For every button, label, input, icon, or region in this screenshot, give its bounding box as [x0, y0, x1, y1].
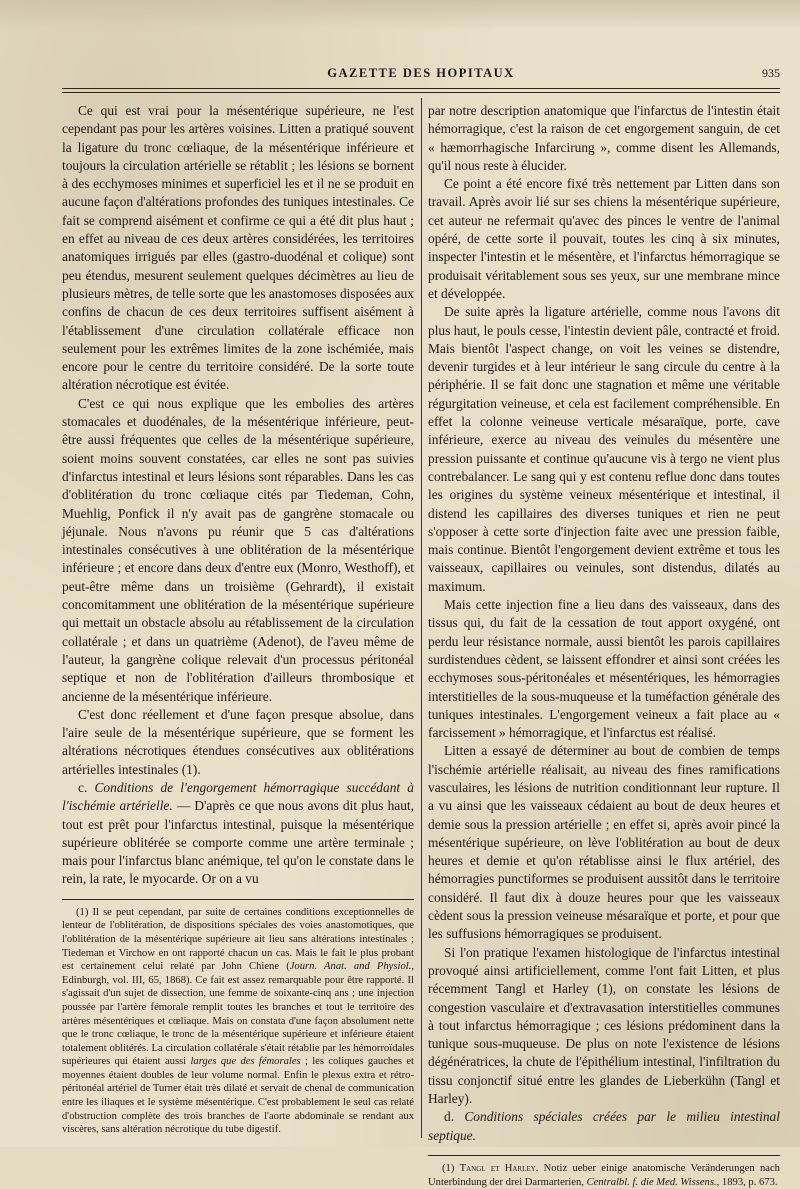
- section-heading: Conditions spéciales créées par le milieu intestinal septique.: [428, 1109, 780, 1143]
- right-column: [428, 102, 780, 1189]
- paragraph: Litten a essayé de déterminer au bout de combien de temps l'ischémie artérielle réalisait, au niveau des fines ramifications vasculaires, les lésions de nutrition conditionnant leur rupture. Il a vu ainsi que les vaisseaux cédaient au bout de deux heures et demie sous la pression artérielle ; en effet si, après avoir pincé la mésentérique supérieure, on lève l'oblitération au bout de deux heures et demie et qu'on rétablisse ainsi le flux artériel, des hémorragies punctiformes se produisent aussitôt dans le territoire considéré. Il faut dix à douze heures pour que les vaisseaux cèdent sous la pression veineuse mésaraïque et porte, et pour que les suffusions hémorragiques se produisent.: [428, 743, 780, 942]
- left-column: [62, 102, 414, 1137]
- paragraph: [428, 1108, 780, 1145]
- footnote: [62, 906, 414, 1137]
- page-number: 935: [762, 66, 780, 80]
- footnote-citation: Centralbl. f. die Med. Wissens.: [586, 1176, 717, 1188]
- paragraph: C'est donc réellement et d'une façon presque absolue, dans l'aire seule de la mésentérique supérieure, que se forment les altérations nécrotiques étendues consécutives aux oblitérations artérielles intestinales (1).: [62, 706, 414, 777]
- footnote-citation: Journ. Anat. and Physiol.: [289, 961, 412, 973]
- paragraph: Si l'on pratique l'examen histologique de l'infarctus intestinal provoqué ainsi artificiellement, comme l'ont fait Litten, et plus récemment Tangl et Harley (1), on constate les lésions de congestion vasculaire et d'extravasation interstitielles communes à tout infarctus hémorragique ; ces lésions prédominent dans la tunique sous-muqueuse. De plus on note l'existence de lésions dégénératrices, la chute de l'épithélium intestinal, l'infiltration du tissu conjonctif situé entre les glandes de Lieberkühn (Tangl et Harley).: [428, 944, 780, 1107]
- footnote-authors: Tangl et Harley: [459, 1162, 536, 1174]
- paragraph: Mais cette injection fine a lieu dans des vaisseaux, dans des tissus qui, du fait de la cessation de tout apport oxygéné, ont perdu leur résistance normale, aussi bientôt les parois capillaires surdistendues cèdent, se laissent effondrer et ainsi sont créées les ecchymoses sous-péritonéales et mésentériques, les hémorragies interstitielles de la sous-muqueuse et la tuméfaction générale des tuniques intestinales. L'engorgement veineux a fait place au « farcissement » hémorragique, et l'infarctus est réalisé.: [428, 597, 780, 741]
- footnote-text: . Notiz ueber einige anatomische Veränderungen nach Unterbindung der drei Darmarterien,: [428, 1162, 780, 1188]
- running-title: GAZETTE DES HOPITAUX: [327, 66, 515, 80]
- paragraph: [62, 779, 414, 889]
- header-rule: [62, 88, 780, 89]
- paragraph: De suite après la ligature artérielle, comme nous l'avons dit plus haut, le pouls cesse, l'intestin devient pâle, contracté et froid. Mais bientôt l'aspect change, on voit les veines se distendre, devenir turgides et à leur intérieur le sang circule du centre à la périphérie. Il se fait donc une stagnation et même une véritable régurgitation veineuse, et cela est facilement compréhensible. En effet la colonne veineuse verticale mésaraïque, porte, cave inférieure, exerce au niveau des veinules du mésentère une pression puissante et continue qu'aucune vis à tergo ne vient plus contrebalancer. Le sang qui y est contenu reflue donc dans toutes les origines du système veineux mésentérique et intestinal, il distend les capillaires des diverses tuniques et rien ne peut s'opposer à cette sorte d'injection faite avec une pression faible, mais continue. Bientôt l'engorgement devient extrême et tous les vaisseaux, capillaires ou veinules, sont distendus, dilatés au maximum.: [428, 304, 780, 594]
- paragraph: Ce qui est vrai pour la mésentérique supérieure, ne l'est cependant pas pour les artères voisines. Litten a pratiqué souvent la ligature du tronc cœliaque, de la mésentérique inférieure et toujours la circulation artérielle se rétablit ; les lésions se bornent à des ecchymoses minimes et superficiel les et il ne se produit en aucune façon d'altérations profondes des tuniques intestinales. Ce fait se comprend aisément et confirme ce qui a été dit plus haut ; en effet au niveau de ces deux artères considérées, les territoires anatomiques irrigués par elles (gastro-duodénal et colique) sont peu étendus, mesurent seulement quelques décimètres au lieu de plusieurs mètres, de telle sorte que les anastomoses disposées aux confins de chacun de ces deux territoires suffisent aisément à l'établissement d'une circulation collatérale efficace non seulement pour les extrêmes limites de la zone ischémiée, mais encore pour le centre du territoire considéré. De la sorte toute altération nécrotique est évitée.: [62, 103, 414, 393]
- column-divider: [421, 98, 422, 1138]
- footnote-text: (1): [442, 1162, 460, 1174]
- section-letter: c.: [78, 779, 88, 795]
- footnote-text: , 1893, p. 673.: [716, 1176, 778, 1188]
- header-rule-thin: [62, 92, 780, 93]
- footnote-text: ; les coliques gauches et moyennes étaient doubles de leur volume normal. Enfin le plexus extra et rétro-péritonéal artériel de Turner était très dilaté et servait de chenal de communication entre les iliaques et le système mésentérique. C'est probablement le seul cas relaté d'obstruction complète des trois branches de l'aorte abdominale se rendant aux viscères, sans altération nécrotique du tube digestif.: [62, 1056, 415, 1136]
- footnote-text: (1) Il se peut cependant, par suite de certaines conditions exceptionnelles de lenteur de l'oblitération, de dispositions spéciales des voies anastomotiques, que l'oblitération de la mésentérique supérieure ait lieu sans altérations intestinales ; Tiedeman et Virchow en ont rapporté chacun un cas. Mais le fait le plus probant est certainement celui relaté par John Chiene (: [62, 906, 414, 973]
- paragraph-text: — D'après ce que nous avons dit plus haut, tout est prêt pour l'infarctus intestinal, puisque la mésentérique supérieure oblitérée se comporte comme une artère terminale ; mais pour l'infarctus blanc anémique, tel qu'on le constate dans le rein, la rate, le myocarde. Or on a vu: [62, 798, 414, 887]
- page-top-edge: [0, 0, 800, 30]
- paragraph: C'est ce qui nous explique que les embolies des artères stomacales et duodénales, de la mésentérique inférieure, peut-être aussi fréquentes que celles de la mésentérique supérieure, soient moins souvent constatées, car elles ne sont pas suivies d'infarctus intestinal et leurs lésions sont réparables. Dans les cas d'oblitération du tronc cœliaque cités par Tiedeman, Cohn, Muehlig, Ponfick il n'y avait pas de gangrène stomacale ou jéjunale. Nous n'avons pu réunir que 5 cas d'altérations intestinales consécutives à une oblitération de la mésentérique inférieure ; et encore dans deux d'entre eux (Monro, Westhoff), et peut-être même dans un troisième (Gehrardt), il existait concomitamment une oblitération de la mésentérique supérieure qui mettait un obstacle absolu au rétablissement de la circulation collatérale ; et dans un quatrième (Adenot), de l'aveu même de l'auteur, la gangrène colique relevait d'un processus péritonéal septique et non de l'oblitération d'ailleurs thrombosique et ancienne de la mésentérique inférieure.: [62, 395, 414, 704]
- footnote-emphasis: larges que des fémorales: [190, 1056, 301, 1068]
- footnote-text: , Edinburgh, vol. III, 65, 1868). Ce fait est assez remarquable pour être rapporté. Il s'agissait d'un sujet de dissection, une femme de soixante-cinq ans ; une injection poussée par l'artère fémorale remplit toutes les branches et tout le territoire des artères mésentériques et cœliaque. Mais on constata d'une façon absolument nette que le tronc cœliaque, le tronc de la mésentérique supérieure et inférieure étaient totalement oblitérés. La circulation collatérale s'était rétablie par les hémorroïdales supérieures qui étaient aussi: [62, 961, 414, 1068]
- section-letter: d.: [444, 1109, 455, 1125]
- footnote: [428, 1162, 780, 1189]
- paragraph: par notre description anatomique que l'infarctus de l'intestin était hémorragique, c'est la raison de cet engorgement sanguin, de cet « hæmorrhagische Infarcirung », comme disent les Allemands, qu'il nous reste à élucider.: [428, 103, 780, 173]
- section-heading: Conditions de l'engorgement hémorragique succédant à l'ischémie artérielle.: [62, 779, 414, 814]
- footnote-rule: [62, 899, 414, 900]
- paragraph: Ce point a été encore fixé très nettement par Litten dans son travail. Après avoir lié sur ses chiens la mésentérique supérieure, cet auteur ne refermait qu'avec des pinces le ventre de l'animal opéré, de cette sorte il pouvait, toutes les cinq à six minutes, inspecter l'intestin et le mésentère, et l'infarctus hémorragique se produisait véritablement sous ses yeux, sur une membrane mince et développée.: [428, 176, 780, 301]
- page-header: [62, 66, 780, 86]
- footnote-rule: [428, 1155, 780, 1156]
